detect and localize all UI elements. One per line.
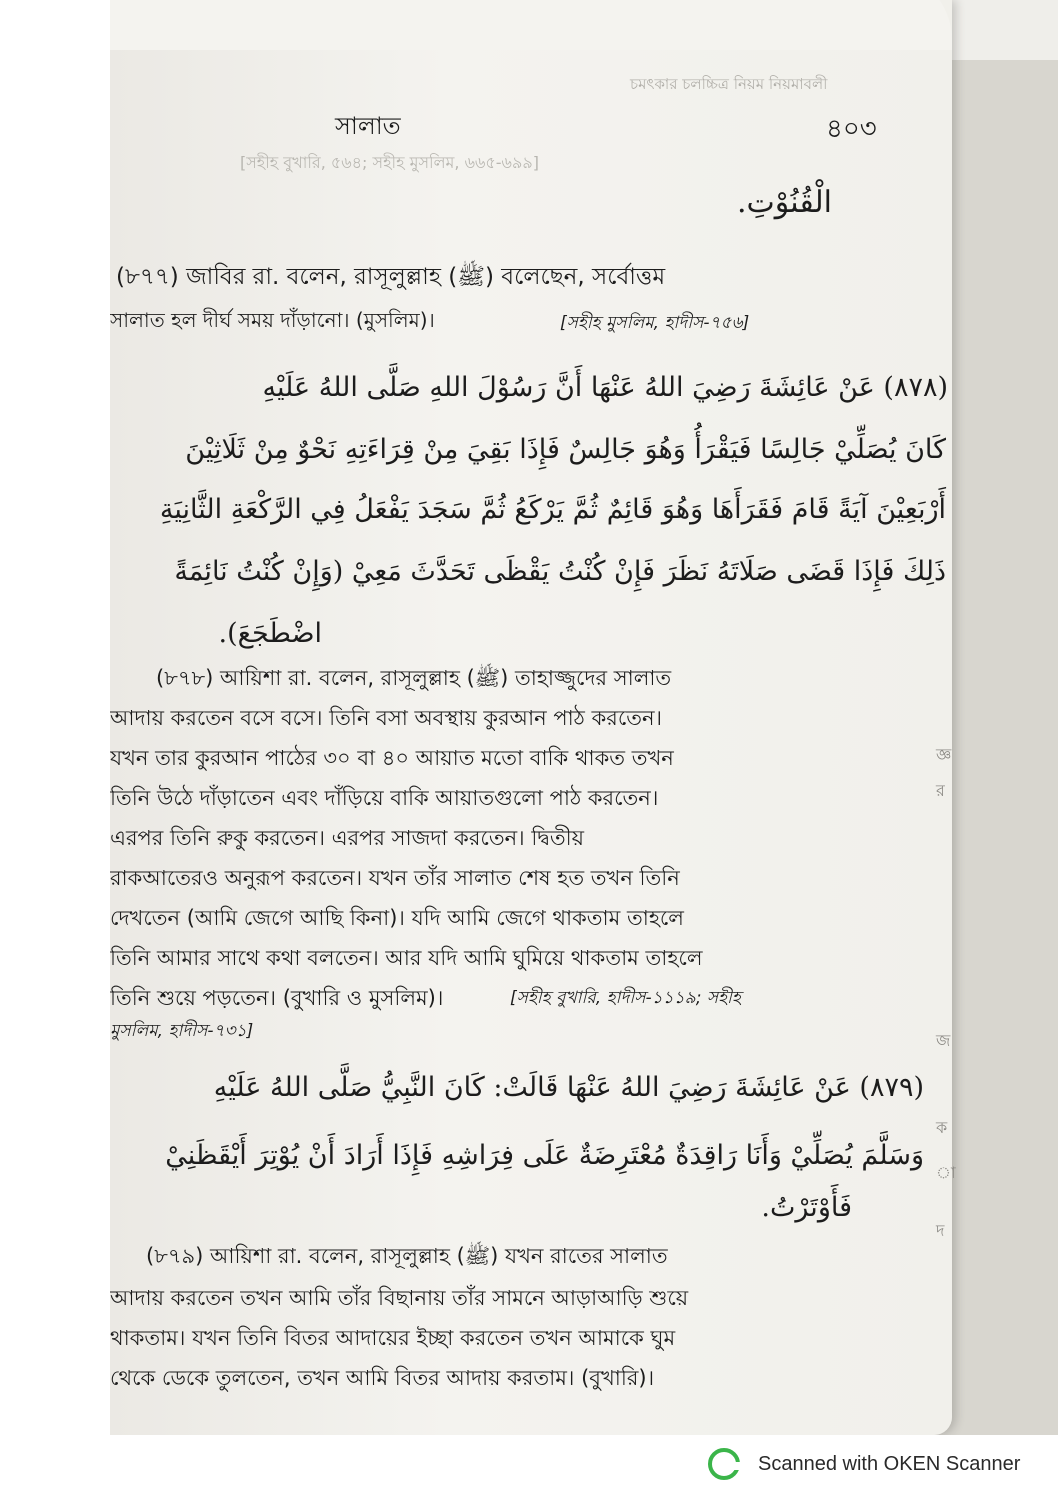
hadith-878-line-6: রাকআতেরও অনুরূপ করতেন। যখন তাঁর সালাত শেষ হত তখন তিনি	[110, 866, 680, 890]
next-page-edge-glyph: জ	[936, 1031, 951, 1050]
arabic-878-line-5: اضْطَجَعَ).	[218, 618, 322, 649]
hadith-878-line-3: যখন তার কুরআন পাঠের ৩০ বা ৪০ আয়াত মতো বাকি থাকত তখন	[110, 746, 674, 770]
next-page-edge-glyph: জ্ঞ	[936, 745, 952, 764]
hadith-879-line-1: (৮৭৯) আয়িশা রা. বলেন, রাসূলুল্লাহ (ﷺ) যখন রাতের সালাত	[146, 1244, 668, 1268]
hadith-879-line-3: থাকতাম। যখন তিনি বিতর আদায়ের ইচ্ছা করতেন তখন আমাকে ঘুম	[110, 1326, 676, 1350]
oken-logo-icon	[708, 1448, 740, 1480]
scanned-photo	[110, 0, 1058, 1435]
bleed-through-header: চমৎকার চলচ্চিত্র নিয়ম নিয়মাবলী	[630, 75, 828, 93]
page-number: ৪০৩	[826, 114, 877, 144]
book-page	[110, 0, 952, 1435]
hadith-878-line-1: (৮৭৮) আয়িশা রা. বলেন, রাসূলুল্লাহ (ﷺ) তাহাজ্জুদের সালাত	[156, 666, 672, 690]
arabic-878-line-4: ذَلِكَ فَإِذَا قَضَى صَلَاتَهُ نَظَرَ فَإِنْ كُنْتُ يَقْظَى تَحَدَّثَ مَعِيْ (وَإِنْ كُنْتُ نَائِمَةً	[174, 556, 946, 587]
hadith-878-line-4: তিনি উঠে দাঁড়াতেন এবং দাঁড়িয়ে বাকি আয়াতগুলো পাঠ করতেন।	[110, 786, 659, 810]
hadith-878-line-7: দেখতেন (আমি জেগে আছি কিনা)। যদি আমি জেগে থাকতাম তাহলে	[110, 906, 684, 930]
arabic-878-line-3: أَرْبَعِيْنَ آيَةً قَامَ فَقَرَأَهَا وَهُوَ قَائِمٌ ثُمَّ يَرْكَعُ ثُمَّ سَجَدَ يَفْعَلُ فِي الرَّكْعَةِ الثَّانِيَةِ	[159, 494, 946, 525]
hadith-878-line-2: আদায় করতেন বসে বসে। তিনি বসা অবস্থায় কুরআন পাঠ করতেন।	[110, 706, 663, 730]
hadith-877-line-1: (৮৭৭) জাবির রা. বলেন, রাসূলুল্লাহ (ﷺ) বলেছেন, সর্বোত্তম	[116, 264, 666, 290]
arabic-878-line-2: كَانَ يُصَلِّيْ جَالِسًا فَيَقْرَأُ وَهُوَ جَالِسٌ فَإِذَا بَقِيَ مِنْ قِرَاءَتِهِ نَحْوٌ مِنْ ثَلَاثِيْنَ	[185, 434, 946, 465]
hadith-878-line-5: এরপর তিনি রুকু করতেন। এরপর সাজদা করতেন। দ্বিতীয়	[110, 826, 584, 850]
hadith-879-line-2: আদায় করতেন তখন আমি তাঁর বিছানায় তাঁর সামনে আড়াআড়ি শুয়ে	[110, 1286, 689, 1310]
hadith-878-reference-cont: মুসলিম, হাদীস-৭৩১]	[110, 1021, 254, 1041]
arabic-879-line-1: (٨٧٩) عَنْ عَائِشَةَ رَضِيَ اللهُ عَنْهَا قَالَتْ: كَانَ النَّبِيُّ صَلَّى اللهُ عَلَيْهِ	[213, 1072, 924, 1103]
arabic-879-line-2: وَسَلَّمَ يُصَلِّيْ وَأَنَا رَاقِدَةٌ مُعْتَرِضَةٌ عَلَى فِرَاشِهِ فَإِذَا أَرَادَ أَنْ يُوْتِرَ أَيْقَظَنِيْ	[165, 1140, 924, 1171]
arabic-heading: الْقُنُوْتِ.	[737, 185, 832, 220]
scanner-watermark	[708, 1446, 1020, 1482]
arabic-878-line-1: (٨٧٨) عَنْ عَائِشَةَ رَضِيَ اللهُ عَنْهَا أَنَّ رَسُوْلَ اللهِ صَلَّى اللهُ عَلَيْهِ	[262, 372, 948, 403]
running-header-title: সালাত	[335, 112, 401, 140]
bleed-through-ref: [সহীহ বুখারি, ৫৬৪; সহীহ মুসলিম, ৬৬৫-৬৯৯]	[240, 153, 539, 172]
hadith-878-line-8: তিনি আমার সাথে কথা বলতেন। আর যদি আমি ঘুমিয়ে থাকতাম তাহলে	[110, 946, 703, 970]
next-page-edge-glyph: দ	[936, 1221, 945, 1240]
hadith-878-line-9: তিনি শুয়ে পড়তেন। (বুখারি ও মুসলিম)।	[110, 986, 444, 1010]
hadith-877-reference: [সহীহ মুসলিম, হাদীস-৭৫৬]	[560, 313, 750, 333]
page-top-curve	[110, 0, 952, 50]
scanner-watermark-text: Scanned with OKEN Scanner	[758, 1452, 1021, 1475]
hadith-879-line-4: থেকে ডেকে তুলতেন, তখন আমি বিতর আদায় করতাম। (বুখারি)।	[110, 1366, 655, 1390]
next-page-edge-glyph: র	[936, 781, 945, 800]
hadith-878-reference: [সহীহ বুখারি, হাদীস-১১১৯; সহীহ	[510, 988, 741, 1008]
next-page-edge-glyph: া	[936, 1163, 956, 1182]
hadith-877-line-2: সালাত হল দীর্ঘ সময় দাঁড়ানো। (মুসলিম)।	[110, 308, 435, 332]
arabic-879-line-3: فَأَوْتَرْتُ.	[761, 1192, 852, 1223]
next-page-edge-glyph: ক	[936, 1118, 948, 1137]
